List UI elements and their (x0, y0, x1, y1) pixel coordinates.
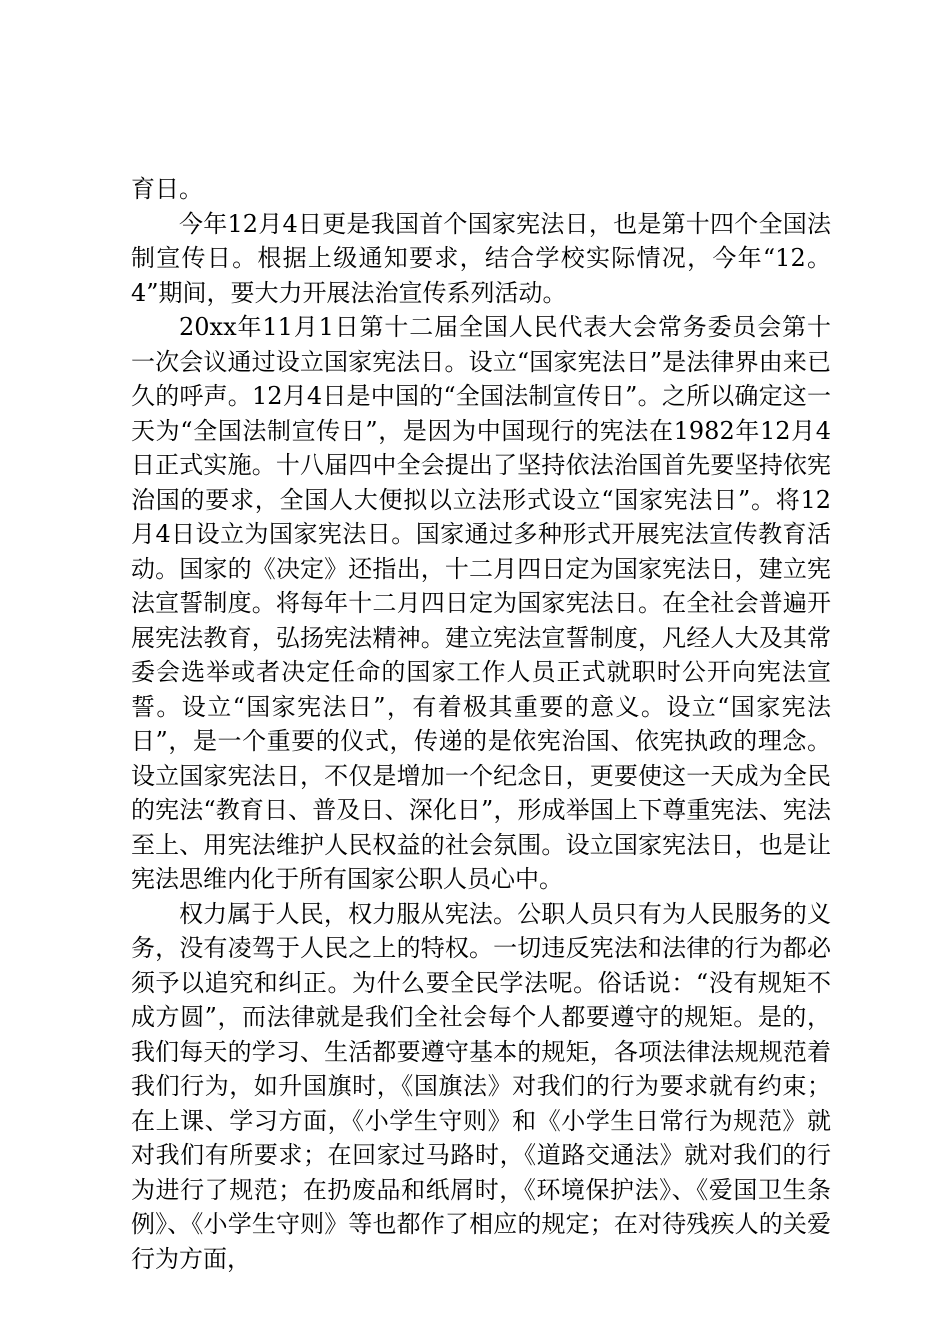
paragraph-3: 20xx年11月1日第十二届全国人民代表大会常务委员会第十一次会议通过设立国家宪法日。设立“国家宪法日”是法律界由来已久的呼声。12月4日是中国的“全国法制宣传日”。之所以确定这一天为“全国法制宣传日”，是因为中国现行的宪法在1982年12月4日正式实施。十八届四中全会提出了坚持依法治国首先要坚持依宪治国的要求，全国人大便拟以立法形式设立“国家宪法日”。将12月4日设立为国家宪法日。国家通过多种形式开展宪法宣传教育活动。国家的《决定》还指出，十二月四日定为国家宪法日，建立宪法宣誓制度。将每年十二月四日定为国家宪法日。在全社会普遍开展宪法教育，弘扬宪法精神。建立宪法宣誓制度，凡经人大及其常委会选举或者决定任命的国家工作人员正式就职时公开向宪法宣誓。设立“国家宪法日”，有着极其重要的意义。设立“国家宪法日”，是一个重要的仪式，传递的是依宪治国、依宪执政的理念。设立国家宪法日，不仅是增加一个纪念日，更要使这一天成为全民的宪法“教育日、普及日、深化日”，形成举国上下尊重宪法、宪法至上、用宪法维护人民权益的社会氛围。设立国家宪法日，也是让宪法思维内化于所有国家公职人员心中。 (131, 313, 831, 893)
paragraph-2: 今年12月4日更是我国首个国家宪法日，也是第十四个全国法制宣传日。根据上级通知要求，结合学校实际情况，今年“12。4”期间，要大力开展法治宣传系列活动。 (131, 209, 831, 307)
document-body (131, 172, 831, 1276)
paragraph-1: 育日。 (131, 175, 203, 203)
paragraph-4: 权力属于人民，权力服从宪法。公职人员只有为人民服务的义务，没有凌驾于人民之上的特权。一切违反宪法和法律的行为都必须予以追究和纠正。为什么要全民学法呢。俗话说：“没有规矩不成方圆”，而法律就是我们全社会每个人都要遵守的规矩。是的，我们每天的学习、生活都要遵守基本的规矩，各项法律法规规范着我们行为，如升国旗时，《国旗法》对我们的行为要求就有约束；在上课、学习方面，《小学生守则》和《小学生日常行为规范》就对我们有所要求；在回家过马路时，《道路交通法》就对我们的行为进行了规范；在扔废品和纸屑时，《环境保护法》、《爱国卫生条例》、《小学生守则》等也都作了相应的规定；在对待残疾人的关爱行为方面， (131, 899, 831, 1273)
